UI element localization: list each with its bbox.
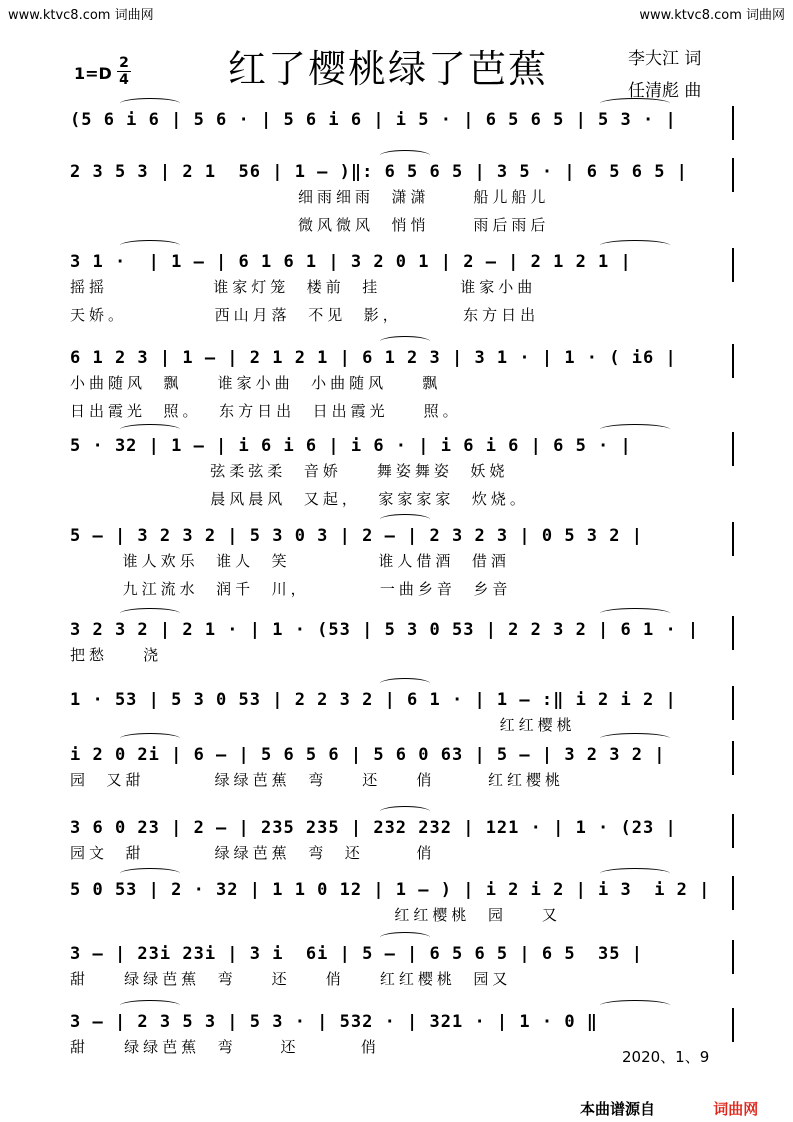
bar-line [732,158,734,192]
score-row [0,690,793,752]
slur-mark [380,932,430,943]
watermark-top-right: www.ktvc8.com 词曲网 [639,8,785,23]
notation-line: 3 2 3 2 | 2 1 · | 1 · (53 | 5 3 0 53 | 2 2 3 2 | 6 1 · | [70,620,700,640]
lyric-line-1: 红红樱桃 园 又 [70,906,562,924]
notation-line: i 2 0 2i | 6 — | 5 6 5 6 | 5 6 0 63 | 5 — | 3 2 3 2 | [70,745,666,765]
bar-line [732,616,734,650]
source-label: 本曲谱源自 [580,1100,656,1118]
score-row [0,818,793,880]
bar-line [732,522,734,556]
notation-line: 1 · 53 | 5 3 0 53 | 2 2 3 2 | 6 1 · | 1 — :‖ i 2 i 2 | [70,690,677,710]
notation-line: 3 1 · | 1 — | 6 1 6 1 | 3 2 0 1 | 2 — | 2 1 2 1 | [70,252,632,272]
lyric-line-1: 把愁 浇 [70,646,163,664]
bar-line [732,940,734,974]
slur-mark [120,98,180,109]
lyric-line-1: 红红樱桃 [70,716,576,734]
slur-mark [120,1000,180,1011]
lyric-line-2: 晨风晨风 又起， 家家家家 炊烧。 [70,490,529,508]
lyricist-credit: 李大江 词 [628,49,702,69]
lyric-line-1: 弦柔弦柔 音娇 舞姿舞姿 妖娆 [70,462,509,480]
score-row [0,745,793,807]
notation-line: 5 — | 3 2 3 2 | 5 3 0 3 | 2 — | 2 3 2 3 | 0 5 3 2 | [70,526,643,546]
slur-mark [120,608,180,619]
composer-credit: 任清彪 曲 [628,81,702,101]
watermark-top-left: www.ktvc8.com 词曲网 [8,8,154,23]
notation-line: 3 6 0 23 | 2 — | 235 235 | 232 232 | 121 · | 1 · (23 | [70,818,677,838]
date-stamp: 2020、1、9 [622,1048,710,1066]
slur-mark [380,514,430,525]
lyric-line-1: 园文 甜 绿绿芭蕉 弯 还 俏 [70,844,436,862]
bar-line [732,432,734,466]
score-row [0,944,793,1006]
lyric-line-1: 甜 绿绿芭蕉 弯 还 俏 [70,1038,380,1056]
notation-line: 6 1 2 3 | 1 — | 2 1 2 1 | 6 1 2 3 | 3 1 · | 1 · ( i6 | [70,348,677,368]
time-sig-top: 2 [119,55,129,71]
bar-line [732,686,734,720]
notation-line: 2 3 5 3 | 2 1 56 | 1 — )‖: 6 5 6 5 | 3 5 · | 6 5 6 5 | [70,162,688,182]
notation-line: 5 · 32 | 1 — | i 6 i 6 | i 6 · | i 6 i 6 | 6 5 · | [70,436,632,456]
lyric-line-1: 甜 绿绿芭蕉 弯 还 俏 红红樱桃 园又 [70,970,512,988]
slur-mark [600,1000,670,1011]
slur-mark [120,240,180,251]
bar-line [732,106,734,140]
slur-mark [120,733,180,744]
bar-line [732,248,734,282]
lyric-line-1: 园 又甜 绿绿芭蕉 弯 还 俏 红红樱桃 [70,771,564,789]
bar-line [732,814,734,848]
key-signature: 1=D [74,64,112,83]
score-row [0,620,793,682]
lyric-line-2: 微风微风 悄悄 雨后雨后 [70,216,550,234]
time-signature [117,56,131,87]
lyric-line-2: 九江流水 润千 川， 一曲乡音 乡音 [70,580,512,598]
bar-line [732,344,734,378]
score-row [0,526,793,598]
slur-mark [120,868,180,879]
slur-mark [600,240,670,251]
notation-line: 5 0 53 | 2 · 32 | 1 1 0 12 | 1 — ) | i 2 i 2 | i 3 i 2 | [70,880,711,900]
time-sig-bottom: 4 [119,72,129,88]
slur-mark [600,608,670,619]
score-row [0,162,793,234]
song-title: 红了樱桃绿了芭蕉 [228,47,549,91]
bar-line [732,741,734,775]
slur-mark [600,424,670,435]
slur-mark [600,733,670,744]
slur-mark [380,678,430,689]
slur-mark [600,868,670,879]
score-row [0,348,793,420]
bar-line [732,1008,734,1042]
slur-mark [120,424,180,435]
slur-mark [380,150,430,161]
bar-line [732,876,734,910]
notation-line: (5 6 i 6 | 5 6 · | 5 6 i 6 | i 5 · | 6 5 6 5 | 5 3 · | [70,110,677,130]
lyric-line-1: 谁人欢乐 谁人 笑 谁人借酒 借酒 [70,552,510,570]
lyric-line-1: 细雨细雨 潇潇 船儿船儿 [70,188,550,206]
source-footer [580,1098,758,1119]
lyric-line-1: 摇摇 谁家灯笼 楼前 挂 谁家小曲 [70,278,537,296]
score-row [0,436,793,508]
notation-line: 3 — | 23i 23i | 3 i 6i | 5 — | 6 5 6 5 | 6 5 35 | [70,944,643,964]
slur-mark [380,806,430,817]
slur-mark [380,336,430,347]
lyric-line-1: 小曲随风 飘 谁家小曲 小曲随风 飘 [70,374,442,392]
lyric-line-2: 日出霞光 照。 东方日出 日出霞光 照。 [70,402,462,420]
lyric-line-2: 天娇。 西山月落 不见 影， 东方日出 [70,306,540,324]
score-row [0,252,793,324]
source-site[interactable]: 词曲网 [713,1100,759,1118]
slur-mark [600,98,670,109]
notation-line: 3 — | 2 3 5 3 | 5 3 · | 532 · | 321 · | 1 · 0 ‖ [70,1012,599,1032]
